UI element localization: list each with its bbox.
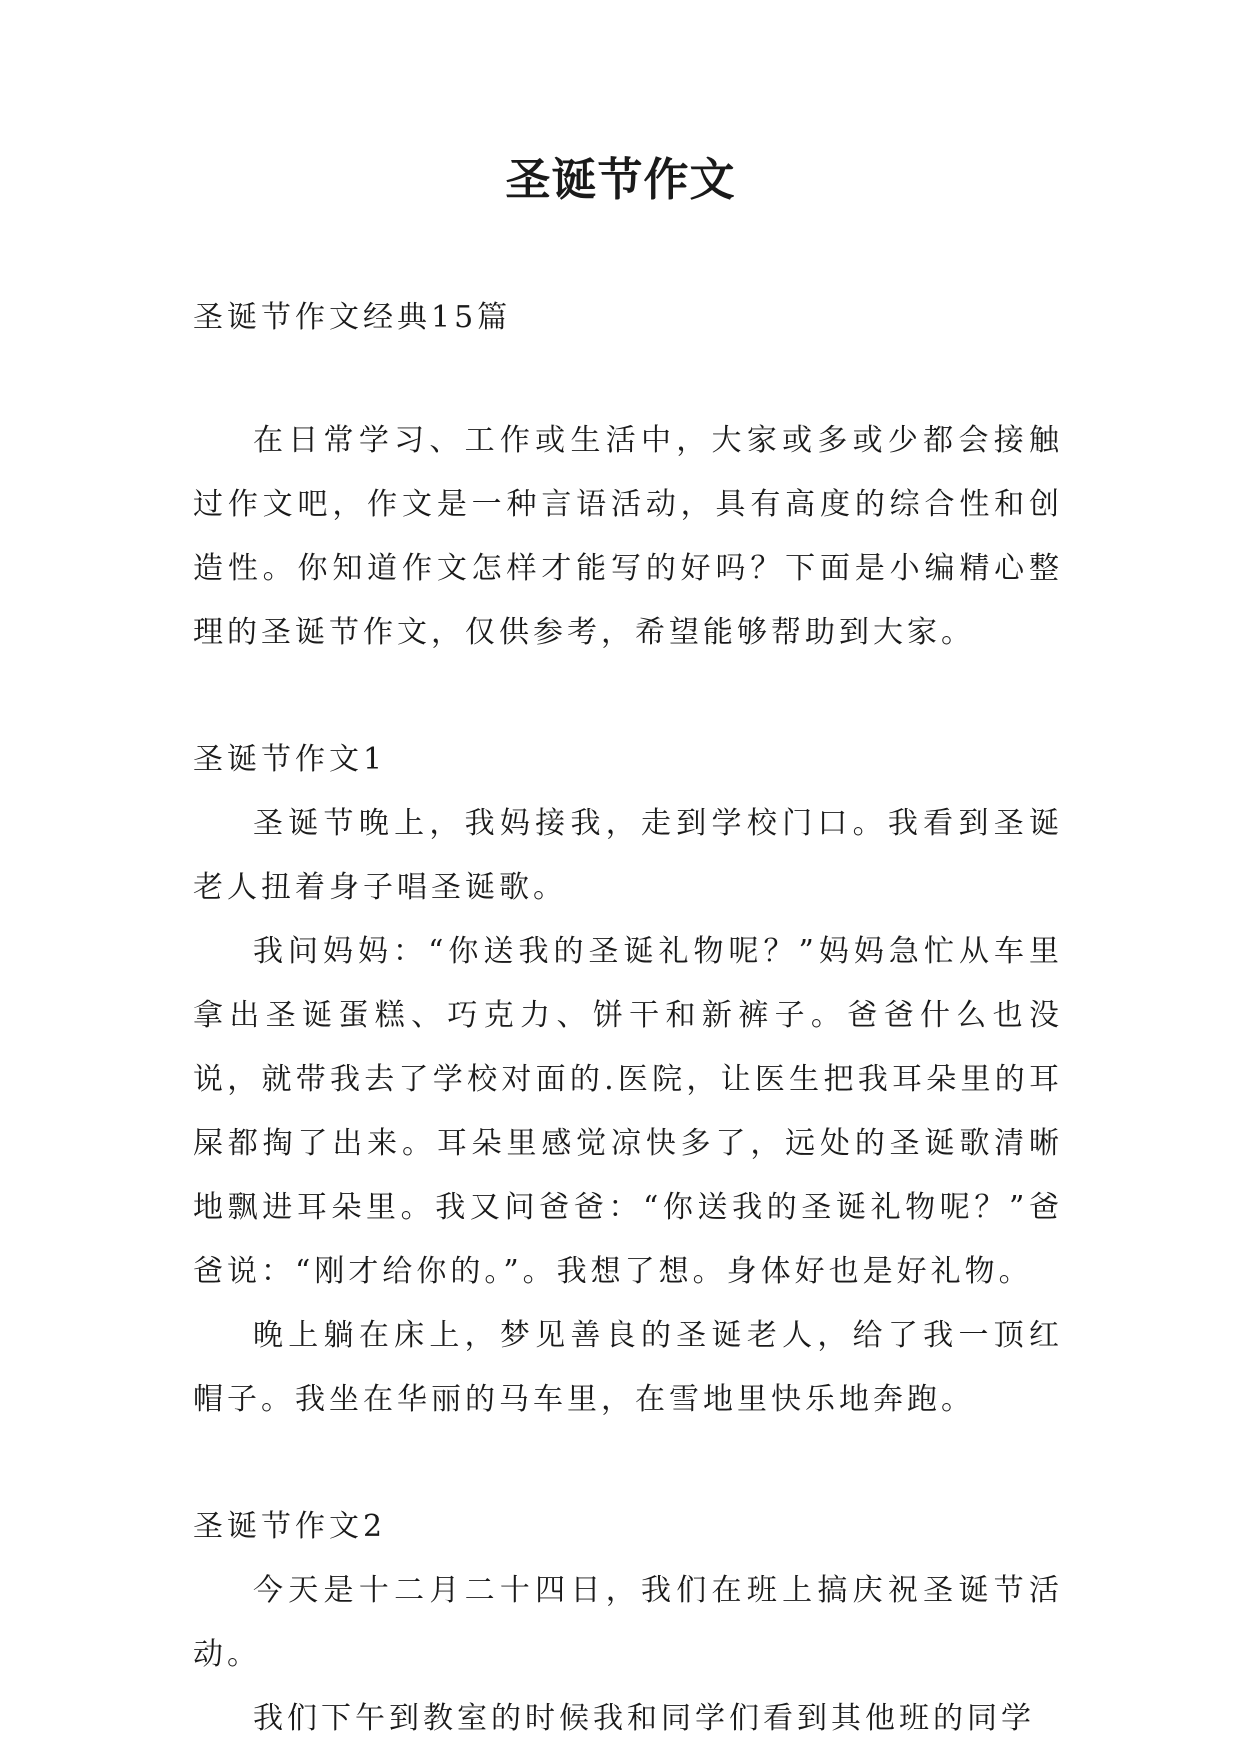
spacer bbox=[193, 665, 1063, 728]
document-body bbox=[193, 286, 1063, 1751]
essay-paragraph: 我问妈妈：“你送我的圣诞礼物呢？”妈妈急忙从车里拿出圣诞蛋糕、巧克力、饼干和新裤子。爸爸什么也没说，就带我去了学校对面的.医院，让医生把我耳朵里的耳屎都掏了出来。耳朵里感觉凉快多了，远处的圣诞歌清晰地飘进耳朵里。我又问爸爸：“你送我的圣诞礼物呢？”爸爸说：“刚才给你的。”。我想了想。身体好也是好礼物。 bbox=[193, 934, 1063, 1289]
spacer bbox=[193, 1432, 1063, 1495]
spacer bbox=[193, 350, 1063, 409]
document-subtitle: 圣诞节作文经典15篇 bbox=[193, 300, 512, 335]
essay-heading: 圣诞节作文2 bbox=[193, 1509, 387, 1544]
essay-1 bbox=[193, 728, 1063, 1432]
intro-paragraph: 在日常学习、工作或生活中，大家或多或少都会接触过作文吧，作文是一种言语活动，具有高度的综合性和创造性。你知道作文怎样才能写的好吗？下面是小编精心整理的圣诞节作文，仅供参考，希望能够帮助到大家。 bbox=[193, 423, 1063, 650]
essay-2 bbox=[193, 1495, 1063, 1751]
essay-heading: 圣诞节作文1 bbox=[193, 742, 387, 777]
essay-paragraph: 晚上躺在床上，梦见善良的圣诞老人，给了我一顶红帽子。我坐在华丽的马车里，在雪地里快乐地奔跑。 bbox=[193, 1318, 1063, 1417]
essay-paragraph: 我们下午到教室的时候我和同学们看到其他班的同学 bbox=[253, 1701, 1035, 1736]
document-title: 圣诞节作文 bbox=[505, 153, 736, 206]
essay-paragraph: 今天是十二月二十四日，我们在班上搞庆祝圣诞节活动。 bbox=[193, 1573, 1063, 1672]
essay-paragraph: 圣诞节晚上，我妈接我，走到学校门口。我看到圣诞老人扭着身子唱圣诞歌。 bbox=[193, 806, 1063, 905]
